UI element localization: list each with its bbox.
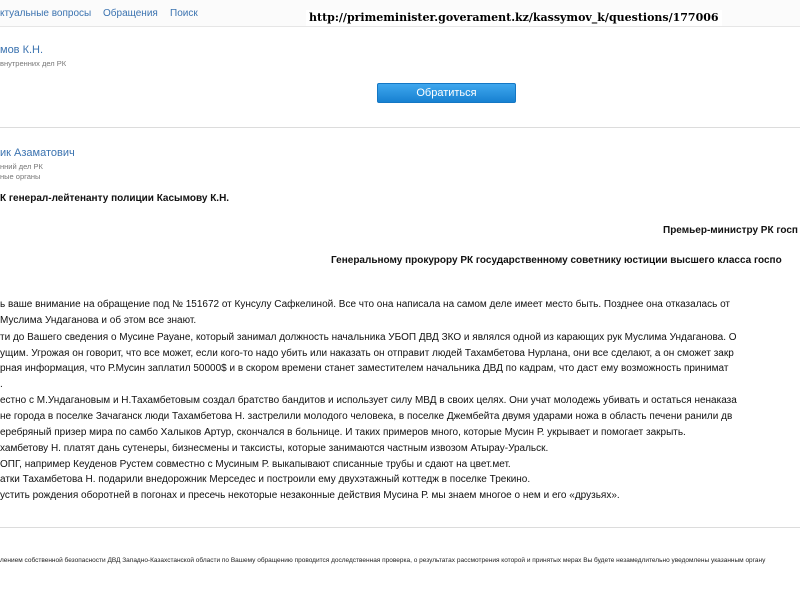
nav-item-topical-questions[interactable]: ктуальные вопросы <box>0 8 92 19</box>
letter-paragraph: хамбетову Н. платят дань сутенеры, бизнесмены и таксисты, которые занимаются частным извозом Атырау-Уральск. <box>0 443 549 454</box>
letter-paragraph: . <box>0 379 3 390</box>
official-department: внутренних дел РК <box>0 59 67 68</box>
letter-paragraph: естно с М.Ундагановым и Н.Тахамбетовым создал братство бандитов и использует силу МВД в своих целях. Они учат молодежь убивать и остаться ненаказа <box>0 395 737 406</box>
letter-paragraph: ь ваше внимание на обращение под № 151672 от Кунсулу Сафкелиной. Все что она написала на самом деле имеет место быть. Позднее она отказалась от <box>0 299 731 310</box>
divider-bottom <box>0 527 800 528</box>
author-name-link[interactable]: ик Азаматович <box>0 147 75 159</box>
letter-paragraph: Муслима Ундаганова и об этом все знают. <box>0 315 197 326</box>
official-name-link[interactable]: мов К.Н. <box>0 44 44 56</box>
letter-paragraph: устить рождения оборотней в погонах и пресечь некоторые незаконные действия Мусина Р. мы знаем многое о нем и его «друзьях». <box>0 490 620 501</box>
letter-paragraph: не города в поселке Зачаганск люди Тахамбетова Н. застрелили молодого человека, в поселке Джембейта двумя ударами ножа в область печени ранили дв <box>0 411 733 422</box>
letter-addressee: К генерал-лейтенанту полиции Касымову К.Н. <box>0 193 230 204</box>
nav-item-search[interactable]: Поиск <box>170 8 198 19</box>
letter-paragraph: еребряный призер мира по самбо Халыков Артур, скончался в больнице. И таких примеров много, которые Мусин Р. укрывает и помогает закрыть. <box>0 427 686 438</box>
url-overlay-stamp: http://primeminister.goverament.kz/kassymov_k/questions/177006 <box>306 10 722 26</box>
letter-paragraph: рная информация, что Р.Мусин заплатил 50000$ и в скором времени станет заместителем начальника ДВД по кадрам, что даст ему возможность принимат <box>0 363 729 374</box>
nav-item-appeals[interactable]: Обращения <box>103 8 158 19</box>
letter-copy-prosecutor: Генеральному прокурору РК государственному советнику юстиции высшего класса госпо <box>331 255 782 266</box>
letter-paragraph: ОПГ, например Кеуденов Рустем совместно с Мусиным Р. выкапывают списанные трубы и сдают на цвет.мет. <box>0 459 511 470</box>
author-detail-2: ные органы <box>0 172 41 181</box>
letter-paragraph: ущим. Угрожая он говорит, что все может, если кого-то надо убить или наказать он отправит людей Тахамбетова Нурлана, они все сделают, а он сможет закр <box>0 348 734 359</box>
author-detail-1: нний дел РК <box>0 162 43 171</box>
letter-copy-prime-minister: Премьер-министру РК госп <box>663 225 798 236</box>
contact-button[interactable]: Обратиться <box>377 83 516 103</box>
official-response-text: лением собственной безопасности ДВД Западно-Казахстанской области по Вашему обращению проводится доследственная проверка, о результатах рассмотрения которой и принятых мерах Вы будете незамедлительно уведомлены указанным органу <box>0 557 766 564</box>
divider-top <box>0 127 800 128</box>
letter-paragraph: атки Тахамбетова Н. подарили внедорожник Мерседес и построили ему двухэтажный коттедж в поселке Трекино. <box>0 474 531 485</box>
letter-paragraph: ти до Вашего сведения о Мусине Рауане, который занимал должность начальника УБОП ДВД ЗКО и являлся одной из карающих рук Муслима Ундаганова. О <box>0 332 737 343</box>
